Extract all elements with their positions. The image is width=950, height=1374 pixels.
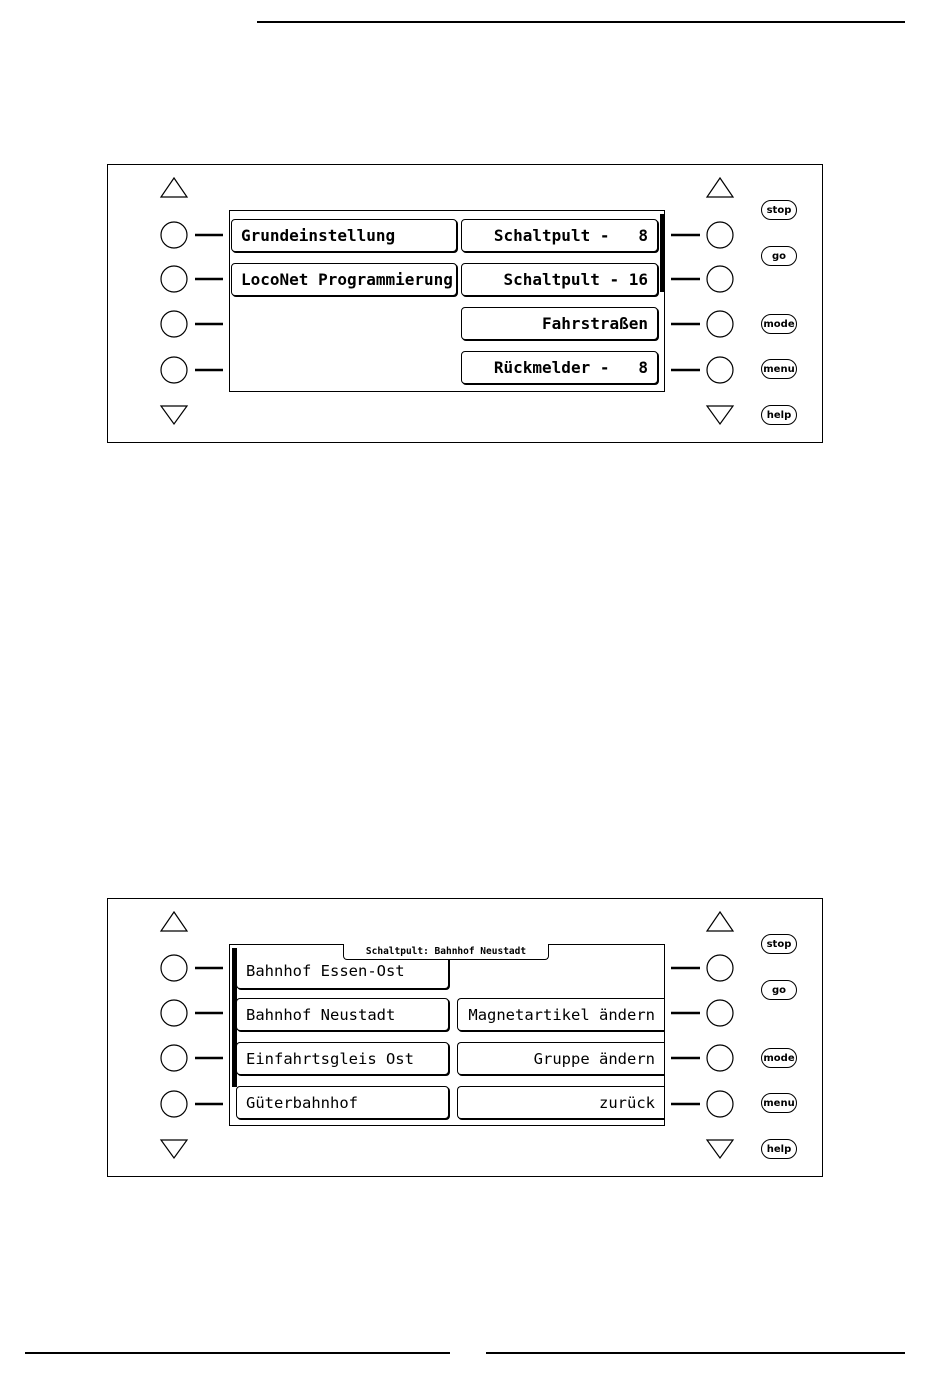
scroll-up-left-icon[interactable] — [161, 912, 187, 931]
zurueck-button[interactable]: zurück — [457, 1086, 664, 1119]
control-panel-1 — [107, 164, 823, 443]
lcd-display-1 — [229, 210, 665, 392]
soft-key-right-2[interactable] — [707, 1000, 733, 1026]
stop-button[interactable]: stop — [761, 200, 797, 220]
scroll-down-left-icon[interactable] — [161, 406, 187, 424]
mode-button[interactable]: mode — [761, 314, 797, 334]
scroll-up-right-icon[interactable] — [707, 912, 733, 931]
menu-grundeinstellung-button[interactable]: Grundeinstellung — [231, 219, 457, 252]
go-button[interactable]: go — [761, 980, 797, 1000]
scroll-down-left-icon[interactable] — [161, 1140, 187, 1158]
gruppe-aendern-button[interactable]: Gruppe ändern — [457, 1042, 664, 1075]
bottom-rule-left — [25, 1352, 450, 1354]
group-bahnhof-essen-ost-button[interactable]: Bahnhof Essen-Ost — [236, 953, 449, 989]
soft-key-left-4[interactable] — [161, 1091, 187, 1117]
lcd-display-2 — [229, 944, 665, 1126]
group-gueterbahnhof-button[interactable]: Güterbahnhof — [236, 1086, 449, 1119]
soft-key-right-4[interactable] — [707, 357, 733, 383]
lcd-scrollbar-1[interactable] — [660, 214, 664, 292]
soft-key-left-3[interactable] — [161, 1045, 187, 1071]
bottom-rule-right — [486, 1352, 905, 1354]
mode-button[interactable]: mode — [761, 1048, 797, 1068]
menu-button[interactable]: menu — [761, 359, 797, 379]
menu-button[interactable]: menu — [761, 1093, 797, 1113]
soft-key-right-3[interactable] — [707, 1045, 733, 1071]
control-panel-2 — [107, 898, 823, 1177]
soft-key-right-1[interactable] — [707, 222, 733, 248]
stop-button[interactable]: stop — [761, 934, 797, 954]
help-button[interactable]: help — [761, 1139, 797, 1159]
soft-key-left-1[interactable] — [161, 955, 187, 981]
soft-key-left-1[interactable] — [161, 222, 187, 248]
soft-key-left-2[interactable] — [161, 266, 187, 292]
menu-loconet-programmierung-button[interactable]: LocoNet Programmierung — [231, 263, 457, 296]
scroll-up-left-icon[interactable] — [161, 178, 187, 197]
menu-fahrstrassen-button[interactable]: Fahrstraßen — [461, 307, 658, 340]
menu-schaltpult-8-button[interactable]: Schaltpult - 8 — [461, 219, 658, 252]
soft-key-left-4[interactable] — [161, 357, 187, 383]
go-button[interactable]: go — [761, 246, 797, 266]
group-einfahrtsgleis-ost-button[interactable]: Einfahrtsgleis Ost — [236, 1042, 449, 1075]
menu-rueckmelder-8-button[interactable]: Rückmelder - 8 — [461, 351, 658, 384]
scroll-down-right-icon[interactable] — [707, 406, 733, 424]
scroll-down-right-icon[interactable] — [707, 1140, 733, 1158]
top-rule — [257, 21, 905, 23]
scroll-up-right-icon[interactable] — [707, 178, 733, 197]
soft-key-right-4[interactable] — [707, 1091, 733, 1117]
lcd-title: Schaltpult: Bahnhof Neustadt — [343, 944, 549, 960]
soft-key-right-2[interactable] — [707, 266, 733, 292]
group-bahnhof-neustadt-button[interactable]: Bahnhof Neustadt — [236, 998, 449, 1031]
magnetartikel-aendern-button[interactable]: Magnetartikel ändern — [457, 998, 664, 1031]
soft-key-right-1[interactable] — [707, 955, 733, 981]
soft-key-left-2[interactable] — [161, 1000, 187, 1026]
soft-key-left-3[interactable] — [161, 311, 187, 337]
soft-key-right-3[interactable] — [707, 311, 733, 337]
help-button[interactable]: help — [761, 405, 797, 425]
menu-schaltpult-16-button[interactable]: Schaltpult - 16 — [461, 263, 658, 296]
